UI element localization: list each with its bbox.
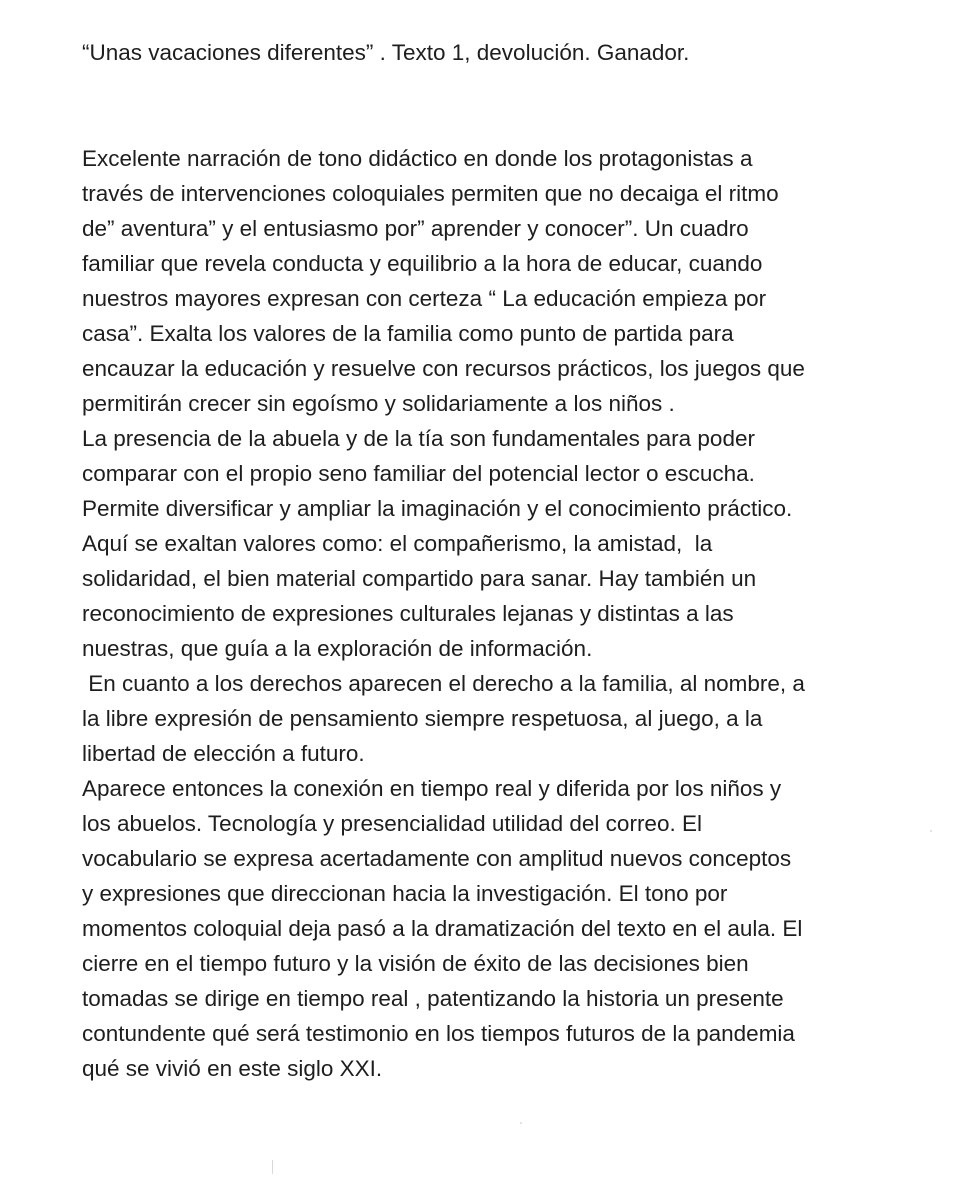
scan-speck (272, 1160, 273, 1174)
body-line: cierre en el tiempo futuro y la visión de éxito de las decisiones bien (82, 951, 749, 976)
scan-speck (520, 1122, 522, 1124)
body-line: solidaridad, el bien material compartido para sanar. Hay también un (82, 566, 757, 591)
body-line: casa”. Exalta los valores de la familia como punto de partida para (82, 321, 734, 346)
body-line: familiar que revela conducta y equilibrio a la hora de educar, cuando (82, 251, 763, 276)
body-line: En cuanto a los derechos aparecen el derecho a la familia, al nombre, a (82, 671, 805, 696)
body-line: nuestras, que guía a la exploración de información. (82, 636, 593, 661)
body-line: Permite diversificar y ampliar la imaginación y el conocimiento práctico. (82, 496, 793, 521)
body-line: encauzar la educación y resuelve con recursos prácticos, los juegos que (82, 356, 805, 381)
body-line: libertad de elección a futuro. (82, 741, 365, 766)
body-line: Excelente narración de tono didáctico en donde los protagonistas a (82, 146, 753, 171)
body-line: nuestros mayores expresan con certeza “ La educación empieza por (82, 286, 767, 311)
body-line: La presencia de la abuela y de la tía son fundamentales para poder (82, 426, 755, 451)
scan-speck (930, 830, 932, 832)
document-body (82, 141, 952, 1086)
body-line: la libre expresión de pensamiento siempre respetuosa, al juego, a la (82, 706, 763, 731)
body-line: contundente qué será testimonio en los tiempos futuros de la pandemia (82, 1021, 795, 1046)
body-line: reconocimiento de expresiones culturales lejanas y distintas a las (82, 601, 734, 626)
body-line: de” aventura” y el entusiasmo por” aprender y conocer”. Un cuadro (82, 216, 749, 241)
body-line: permitirán crecer sin egoísmo y solidariamente a los niños . (82, 391, 675, 416)
body-line: Aparece entonces la conexión en tiempo real y diferida por los niños y (82, 776, 782, 801)
document-title: “Unas vacaciones diferentes” . Texto 1, devolución. Ganador. (82, 40, 690, 65)
body-line: momentos coloquial deja pasó a la dramatización del texto en el aula. El (82, 916, 803, 941)
body-line: comparar con el propio seno familiar del potencial lector o escucha. (82, 461, 755, 486)
body-line: qué se vivió en este siglo XXI. (82, 1056, 383, 1081)
body-line: través de intervenciones coloquiales permiten que no decaiga el ritmo (82, 181, 779, 206)
body-line: los abuelos. Tecnología y presencialidad utilidad del correo. El (82, 811, 702, 836)
body-line: vocabulario se expresa acertadamente con amplitud nuevos conceptos (82, 846, 792, 871)
body-line: Aquí se exaltan valores como: el compañerismo, la amistad, la (82, 531, 713, 556)
body-line: tomadas se dirige en tiempo real , patentizando la historia un presente (82, 986, 784, 1011)
body-line: y expresiones que direccionan hacia la investigación. El tono por (82, 881, 728, 906)
